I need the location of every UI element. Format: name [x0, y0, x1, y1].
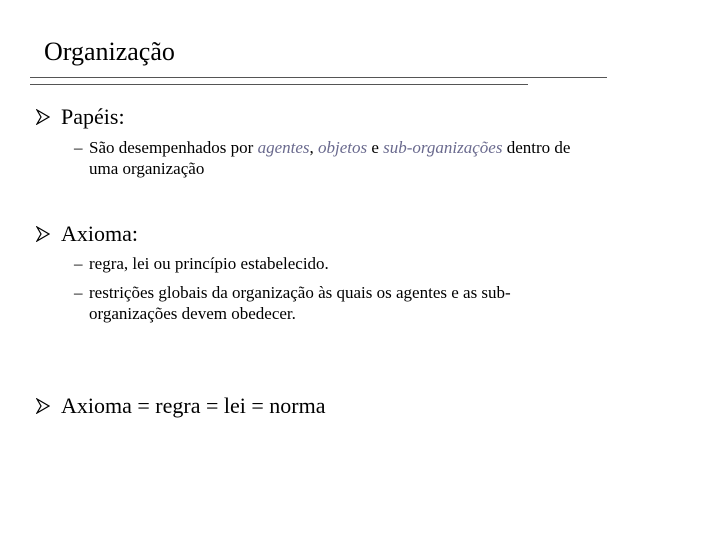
sub-item-line — [74, 137, 674, 158]
dash-marker: – — [74, 283, 83, 302]
arrow-bullet-icon — [36, 109, 50, 125]
text-segment: São desempenhados por — [89, 138, 258, 157]
slide-title: Organização — [44, 37, 175, 66]
arrow-bullet-icon — [36, 226, 50, 242]
dash-marker: – — [74, 254, 83, 273]
text-segment: dentro de — [502, 138, 571, 157]
sub-item-line: uma organização — [89, 159, 205, 178]
sub-item-regra — [74, 253, 674, 274]
emphasis-sub-organizacoes: sub-organizações — [383, 138, 503, 157]
sub-item-papeis — [74, 137, 674, 179]
sub-item-line: regra, lei ou princípio estabelecido. — [89, 254, 329, 273]
text-segment: , — [309, 138, 318, 157]
sub-item-restricoes — [74, 282, 674, 324]
arrow-bullet-icon — [36, 398, 50, 414]
bullet-label: Papéis: — [61, 104, 125, 129]
text-segment: e — [367, 138, 384, 157]
title-underline-bottom — [30, 84, 528, 85]
bullet-label: Axioma = regra = lei = norma — [61, 393, 326, 418]
sub-item-line: organizações devem obedecer. — [89, 304, 296, 323]
emphasis-objetos: objetos — [318, 138, 368, 157]
sub-item-line: restrições globais da organização às quais os agentes e as sub- — [89, 283, 511, 302]
dash-marker: – — [74, 138, 83, 157]
title-underline-top — [30, 77, 607, 78]
emphasis-agentes: agentes — [257, 138, 310, 157]
bullet-label: Axioma: — [61, 221, 138, 246]
